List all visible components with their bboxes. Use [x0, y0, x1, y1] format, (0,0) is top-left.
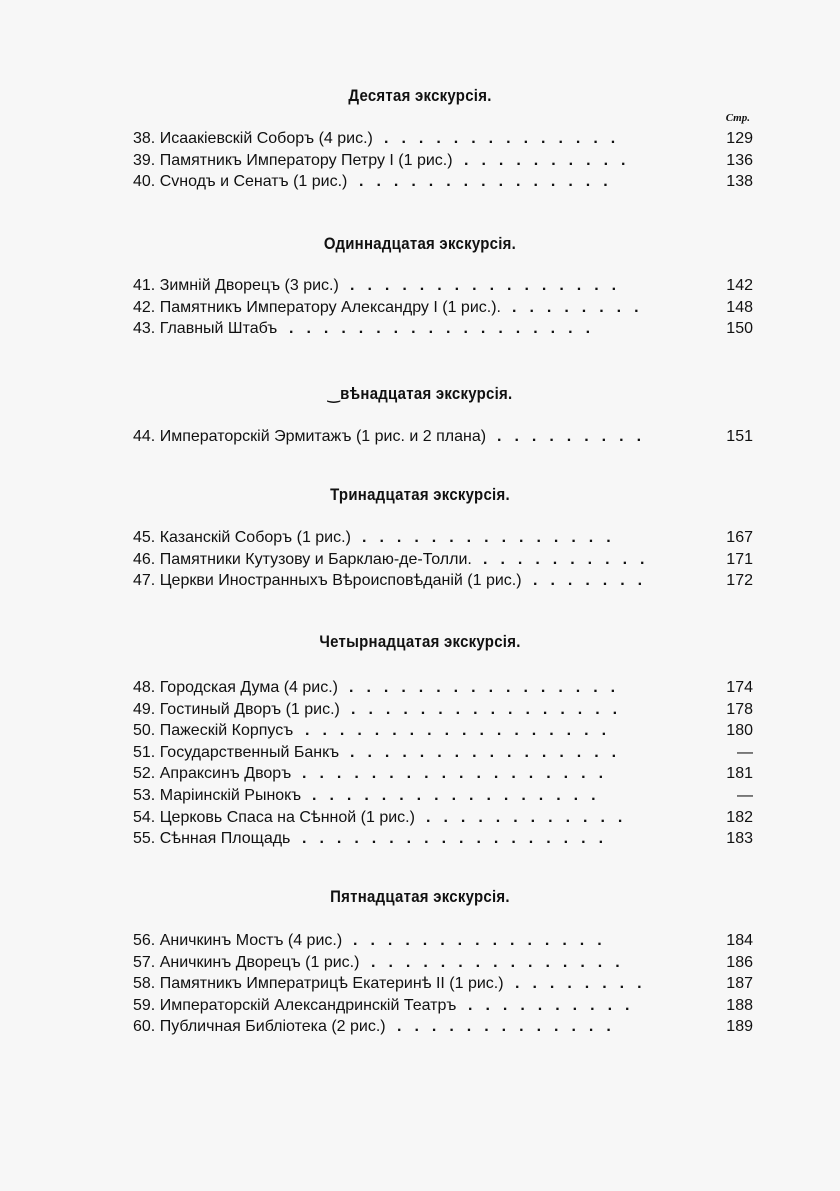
toc-entry	[133, 128, 753, 150]
toc-entry	[133, 807, 753, 829]
toc-entry	[133, 995, 753, 1017]
section-heading: Тринадцатая экскурсія.	[330, 485, 510, 504]
leader-dots: ..................	[302, 830, 617, 848]
entry-number: 59.	[133, 996, 156, 1014]
section-heading: Одиннадцатая экскурсія.	[323, 234, 517, 253]
entry-page-number: 171	[726, 550, 753, 568]
entry-title: Памятники Кутузову и Барклаю-де-Толли.	[159, 550, 472, 568]
entry-title: Городская Дума (4 рис.)	[159, 679, 338, 696]
entry-title: Аничкинъ Дворецъ (1 рис.)	[159, 953, 360, 971]
entry-title: Государственный Банкъ	[159, 743, 340, 761]
entry-title: Императорскій Эрмитажъ (1 рис. и 2 плана)	[159, 428, 487, 445]
entry-number: 40.	[133, 173, 156, 191]
entry-number: 43.	[133, 320, 156, 338]
page-column-header: Стр.	[725, 112, 750, 124]
leader-dots: ...............	[359, 173, 621, 191]
leader-dots: ..................	[305, 722, 620, 740]
leader-dots: ...............	[371, 953, 633, 971]
toc-entry	[133, 952, 753, 974]
leader-dots: ..................	[302, 765, 617, 783]
entry-page-number: 184	[726, 932, 753, 949]
entry-title: Исаакіевскій Соборъ (4 рис.)	[159, 130, 373, 147]
entry-page-number: 174	[726, 679, 753, 696]
entry-title: Церковь Спаса на Сѣнной (1 рис.)	[159, 808, 415, 826]
toc-entry	[133, 720, 753, 742]
entry-title: Пажескій Корпусъ	[159, 722, 294, 740]
entry-number: 52.	[133, 765, 156, 783]
toc-entry	[133, 742, 753, 764]
entry-page-number: 142	[726, 277, 753, 294]
entry-title: Маріинскій Рынокъ	[159, 787, 302, 804]
entry-title: Памятникъ Императору Александру I (1 рис.).	[159, 298, 501, 316]
entry-number: 48.	[133, 679, 156, 696]
entry-page-number: 188	[726, 996, 753, 1014]
toc-entry	[133, 1016, 753, 1038]
entry-number: 56.	[133, 932, 156, 949]
toc-entry	[133, 930, 753, 952]
entry-number: 50.	[133, 722, 156, 740]
entry-number: 49.	[133, 700, 156, 718]
toc-entry	[133, 527, 753, 549]
leader-dots: ................	[349, 679, 629, 696]
entry-title: Казанскій Соборъ (1 рис.)	[159, 529, 351, 546]
entry-page-number: 189	[726, 1018, 753, 1036]
entry-title: Публичная Библіотека (2 рис.)	[159, 1018, 386, 1036]
entry-number: 47.	[133, 572, 156, 590]
entry-page-number: 150	[726, 320, 753, 338]
entry-number: 54.	[133, 808, 156, 826]
toc-entry	[133, 973, 753, 995]
leader-dots: .................	[312, 787, 609, 804]
toc-entry	[133, 426, 753, 448]
toc-entry	[133, 677, 753, 699]
entry-title: Сvнодъ и Сенатъ (1 рис.)	[159, 173, 348, 191]
section-heading: ‿вѣнадцатая экскурсія.	[327, 384, 513, 403]
leader-dots: ................	[351, 700, 631, 718]
entry-page-number: —	[737, 787, 753, 804]
entry-number: 46.	[133, 550, 156, 568]
leader-dots: ................	[350, 743, 630, 761]
leader-dots: ..........	[468, 996, 643, 1014]
entry-title: Памятникъ Императрицѣ Екатеринѣ II (1 рис.)	[159, 975, 504, 993]
leader-dots: ...............	[362, 529, 624, 546]
section-heading: Пятнадцатая экскурсія.	[330, 887, 510, 906]
entry-number: 39.	[133, 151, 156, 169]
entry-number: 57.	[133, 953, 156, 971]
entry-number: 58.	[133, 975, 156, 993]
entry-page-number: 148	[726, 298, 753, 316]
leader-dots: ..........	[464, 151, 639, 169]
toc-entry	[133, 171, 753, 193]
entry-title: Церкви Иностранныхъ Вѣроисповѣданій (1 рис.)	[159, 572, 522, 590]
leader-dots: ..................	[289, 320, 604, 338]
entry-title: Сѣнная Площадь	[159, 830, 291, 848]
entry-title: Памятникъ Императору Петру I (1 рис.)	[159, 151, 453, 169]
leader-dots: ...............	[353, 932, 615, 949]
leader-dots: ..............	[384, 130, 629, 147]
entry-number: 38.	[133, 130, 156, 147]
toc-entry	[133, 699, 753, 721]
entry-page-number: 182	[726, 808, 753, 826]
leader-dots: ............	[426, 808, 636, 826]
toc-entry	[133, 297, 753, 319]
entry-page-number: —	[737, 743, 753, 761]
entry-title: Апраксинъ Дворъ	[159, 765, 292, 783]
entry-number: 42.	[133, 298, 156, 316]
leader-dots: ........	[515, 975, 655, 993]
entry-number: 60.	[133, 1018, 156, 1036]
toc-entry	[133, 828, 753, 850]
entry-page-number: 138	[726, 173, 753, 191]
toc-entry	[133, 318, 753, 340]
entry-number: 53.	[133, 787, 156, 804]
entry-page-number: 181	[726, 765, 753, 783]
entry-page-number: 172	[726, 572, 753, 590]
entry-page-number: 183	[726, 830, 753, 848]
leader-dots: .............	[397, 1018, 624, 1036]
leader-dots: ..........	[483, 550, 658, 568]
toc-entry	[133, 785, 753, 807]
leader-dots: .........	[497, 428, 655, 445]
section-heading: Четырнадцатая экскурсія.	[319, 632, 521, 651]
entry-title: Гостиный Дворъ (1 рис.)	[159, 700, 340, 718]
entry-page-number: 136	[726, 151, 753, 169]
toc-entry	[133, 763, 753, 785]
entry-title: Императорскій Александринскій Театръ	[159, 996, 457, 1014]
entry-title: Зимній Дворецъ (3 рис.)	[159, 277, 339, 294]
toc-entry	[133, 549, 753, 571]
entry-title: Главный Штабъ	[159, 320, 278, 338]
leader-dots: ........	[512, 298, 652, 316]
leader-dots: .......	[533, 572, 656, 590]
entry-page-number: 178	[726, 700, 753, 718]
entry-number: 44.	[133, 428, 156, 445]
entry-page-number: 151	[726, 428, 753, 445]
section-heading: Десятая экскурсія.	[348, 86, 492, 105]
entry-page-number: 186	[726, 953, 753, 971]
leader-dots: ................	[350, 277, 630, 294]
entry-page-number: 167	[726, 529, 753, 546]
entry-number: 55.	[133, 830, 156, 848]
toc-entry	[133, 275, 753, 297]
entry-number: 51.	[133, 743, 156, 761]
entry-page-number: 129	[726, 130, 753, 147]
entry-title: Аничкинъ Мостъ (4 рис.)	[159, 932, 343, 949]
toc-entry	[133, 150, 753, 172]
toc-entry	[133, 570, 753, 592]
entry-number: 41.	[133, 277, 156, 294]
entry-page-number: 187	[726, 975, 753, 993]
entry-number: 45.	[133, 529, 156, 546]
entry-page-number: 180	[726, 722, 753, 740]
